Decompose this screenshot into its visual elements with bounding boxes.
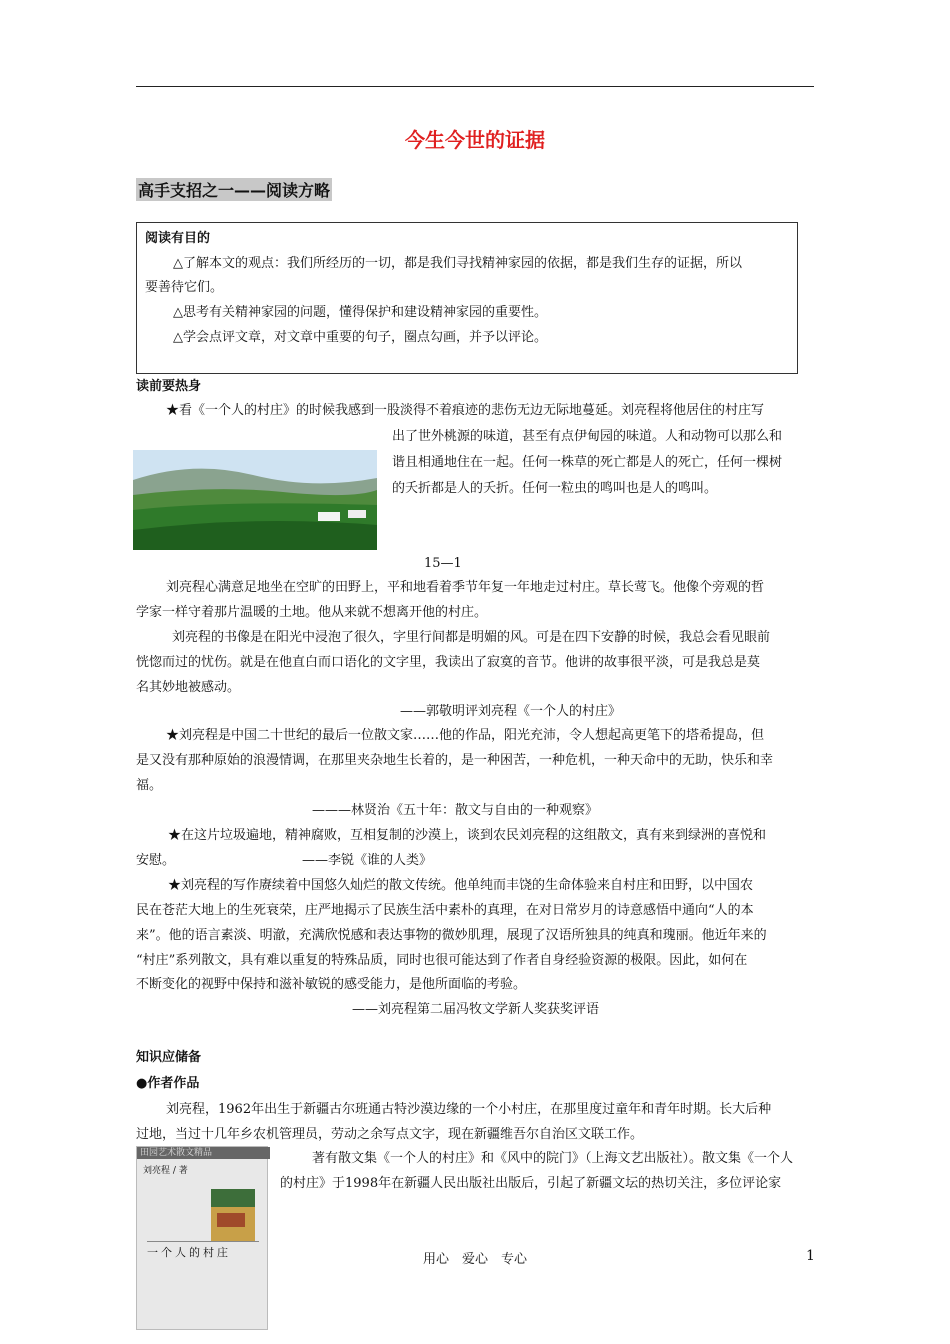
landscape-image <box>133 450 377 550</box>
goal-1: △了解本文的观点：我们所经历的一切，都是我们寻找精神家园的依据，都是我们生存的证据，所以 <box>173 256 742 271</box>
goal-2: △思考有关精神家园的问题，懂得保护和建设精神家园的重要性。 <box>173 305 547 320</box>
quote-3-line2: 恍惚而过的忧伤。就是在他直白而口语化的文字里，我读出了寂寞的音节。他讲的故事很平淡，可是我总是莫 <box>136 655 761 670</box>
goal-3: △学会点评文章，对文章中重要的句子，圈点勾画，并予以评论。 <box>173 330 547 345</box>
quote-3-line3: 名其妙地被感动。 <box>136 680 241 695</box>
page-number: 1 <box>806 1248 815 1264</box>
book-author: 刘亮程 / 著 <box>143 1166 188 1176</box>
book-title: 一个人的村庄 <box>147 1241 259 1260</box>
quote-6-line5: 不断变化的视野中保持和滋补敏锐的感受能力，是他所面临的考验。 <box>136 977 527 992</box>
bio-para: 刘亮程，1962年出生于新疆古尔班通古特沙漠边缘的一个小村庄，在那里度过童年和青年时期。长大后种 <box>166 1102 772 1117</box>
quote-2: 刘亮程心满意足地坐在空旷的田野上，平和地看着季节年复一年地走过村庄。草长莺飞。他像个旁观的哲 <box>166 580 765 595</box>
quote-6-line4: “村庄”系列散文，具有难以重复的特殊品质，同时也很可能达到了作者自身经验资源的极限。因此，如何在 <box>136 953 748 968</box>
book-series-label: 田园艺术散文精品 <box>137 1147 270 1159</box>
page-title: 今生今世的证据 <box>405 128 545 152</box>
quote-4-line3: 福。 <box>136 778 163 793</box>
works-para-line2: 的村庄》于1998年在新疆人民出版社出版后，引起了新疆文坛的热切关注，多位评论家 <box>280 1176 782 1191</box>
quote-1-line3: 谐且相通地住在一起。任何一株草的死亡都是人的死亡，任何一棵树 <box>392 455 783 470</box>
image-caption: 15—1 <box>424 556 462 571</box>
quote-3: 刘亮程的书像是在阳光中浸泡了很久，字里行间都是明媚的风。可是在四下安静的时候，我总会看见眼前 <box>172 630 771 645</box>
book-cover-image <box>136 1146 268 1330</box>
goal-1-cont: 要善待它们。 <box>145 280 224 295</box>
quote-5: ★在这片垃圾遍地，精神腐败，互相复制的沙漠上，谈到农民刘亮程的这组散文，真有来到绿洲的喜悦和 <box>168 828 767 843</box>
quote-5-line2: 安慰。 <box>136 853 176 868</box>
author-works-heading: ●作者作品 <box>136 1076 200 1091</box>
source-2: ———林贤治《五十年：散文与自由的一种观察》 <box>312 803 599 818</box>
section-heading: 高手支招之一——阅读方略 <box>136 178 332 201</box>
knowledge-heading: 知识应储备 <box>136 1050 202 1065</box>
quote-6: ★刘亮程的写作赓续着中国悠久灿烂的散文传统。他单纯而丰饶的生命体验来自村庄和田野，以中国农 <box>168 878 754 893</box>
book-painting <box>211 1189 255 1241</box>
quote-2-line2: 学家一样守着那片温暖的土地。他从来就不想离开他的村庄。 <box>136 605 488 620</box>
reading-goals-box <box>136 222 798 374</box>
box-heading: 阅读有目的 <box>145 231 211 246</box>
footer-motto: 用心 爱心 专心 <box>422 1252 527 1267</box>
quote-6-line3: 来”。他的语言素淡、明澈，充满欣悦感和表达事物的微妙肌理，展现了汉语所独具的纯真和瑰丽。他近年来的 <box>136 928 767 943</box>
quote-1: ★看《一个人的村庄》的时候我感到一股淡得不着痕迹的悲伤无边无际地蔓延。刘亮程将他居住的村庄写 <box>166 403 765 418</box>
quote-1-line4: 的夭折都是人的夭折。任何一粒虫的鸣叫也是人的鸣叫。 <box>392 481 718 496</box>
quote-4-line2: 是又没有那种原始的浪漫情调，在那里夹杂地生长着的，是一种困苦，一种危机，一种天命中的无助，快乐和幸 <box>136 753 774 768</box>
source-3: ——李锐《谁的人类》 <box>302 853 433 868</box>
bio-para-line2: 过地，当过十几年乡农机管理员，劳动之余写点文字，现在新疆维吾尔自治区文联工作。 <box>136 1127 644 1142</box>
source-4: ——刘亮程第二届冯牧文学新人奖获奖评语 <box>352 1002 600 1017</box>
source-1: ——郭敬明评刘亮程《一个人的村庄》 <box>400 704 622 719</box>
warmup-heading: 读前要热身 <box>136 379 202 394</box>
header-rule <box>136 86 814 87</box>
quote-6-line2: 民在苍茫大地上的生死衰荣，庄严地揭示了民族生活中素朴的真理，在对日常岁月的诗意感悟中通向“人的本 <box>136 903 754 918</box>
quote-1-line2: 出了世外桃源的味道，甚至有点伊甸园的味道。人和动物可以那么和 <box>392 429 783 444</box>
works-para: 著有散文集《一个人的村庄》和《风中的院门》（上海文艺出版社）。散文集《一个人 <box>312 1151 794 1166</box>
quote-4: ★刘亮程是中国二十世纪的最后一位散文家……他的作品，阳光充沛，令人想起高更笔下的塔希提岛，但 <box>166 728 765 743</box>
